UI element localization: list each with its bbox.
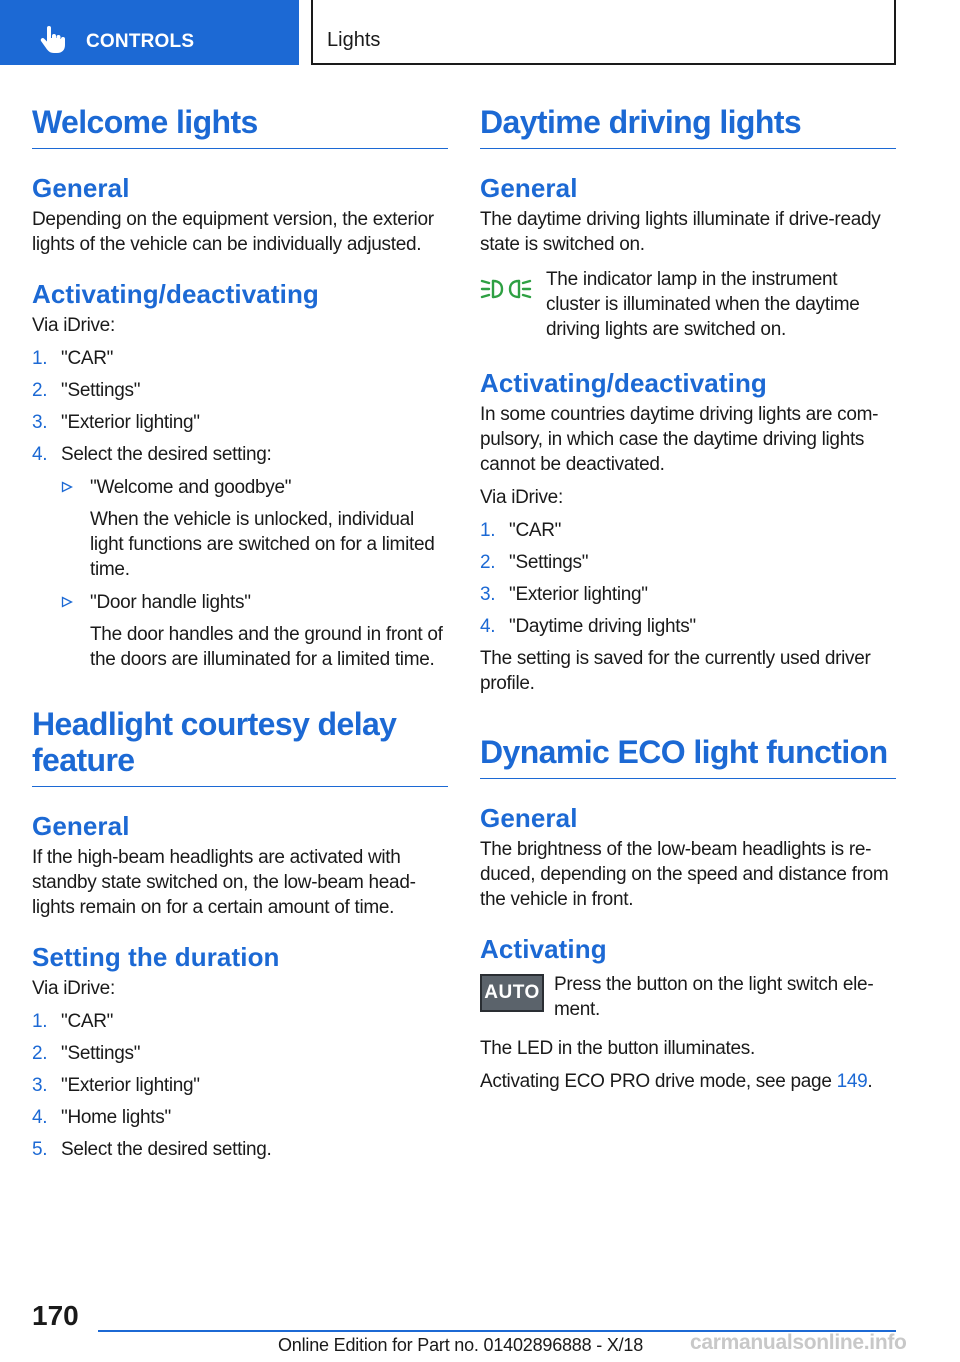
list-item: 4. Select the desired setting: "Welcome and goodbye" When the vehicle is unlocked, individual light functions are switched on for a limited time. "Door handle lights" The door handles and the ground in front of the doors are illuminated for a limited time. [32,442,448,672]
edition-text: Online Edition for Part no. 01402896888 - X/18 [278,1335,644,1355]
press-button-text: Press the button on the light switch element. [554,974,874,1020]
welcome-settings-list [61,475,448,672]
list-item: 3. "Exterior lighting" [32,1075,200,1096]
chapter-box [311,0,896,65]
courtesy-general-heading: General [32,811,130,841]
auto-button-icon: AUTO [480,974,544,1012]
welcome-via-idrive: Via iDrive: [32,315,115,336]
daytime-activating-text: In some countries daytime driving lights are compulsory, in which case the daytime driving lights cannot be deactivated. [480,404,879,475]
triangle-bullet-icon [61,481,73,493]
daytime-indicator-row [480,267,896,342]
page-number: 170 [32,1300,79,1331]
auto-button-row [480,972,896,1022]
duration-heading: Setting the duration [32,942,280,972]
triangle-bullet-icon [61,596,73,608]
duration-via-idrive: Via iDrive: [32,978,115,999]
daytime-steps [480,518,896,639]
led-text: The LED in the button illuminates. [480,1038,755,1059]
left-column [32,100,448,1169]
eco-general-text: The brightness of the low-beam headlights is reduced, depending on the speed and distance from the vehicle in front. [480,839,889,910]
list-item: 4. "Home lights" [32,1107,171,1128]
daytime-activating-heading: Activating/deactivating [480,368,767,398]
daytime-general-heading: General [480,173,578,203]
page-link[interactable]: 149 [836,1071,868,1092]
hand-pointer-icon [40,26,66,54]
list-item: 4. "Daytime driving lights" [480,616,696,637]
welcome-general-text: Depending on the equipment version, the exterior lights of the vehicle can be individually adjusted. [32,209,434,255]
courtesy-delay-title: Headlight courtesy delay feature [32,706,448,787]
daytime-saved-text: The setting is saved for the currently used driver profile. [480,648,871,694]
list-item: 1. "CAR" [32,1011,114,1032]
eco-general-heading: General [480,803,578,833]
list-item: 3. "Exterior lighting" [480,584,648,605]
ecopro-text: Activating ECO PRO drive mode, see page 149. [480,1071,873,1092]
list-item: 5. Select the desired setting. [32,1139,272,1160]
welcome-general-heading: General [32,173,130,203]
watermark: carmanualsonline.info [690,1331,907,1354]
list-item: 2. "Settings" [32,380,141,401]
list-item: 3. "Exterior lighting" [32,412,200,433]
eco-activating-heading: Activating [480,934,607,964]
section-tab [0,0,299,65]
welcome-steps [32,346,448,672]
daytime-general-text: The daytime driving lights illuminate if drive-ready state is switched on. [480,209,881,255]
list-item: 2. "Settings" [480,552,589,573]
right-column [480,100,896,1094]
daytime-via-idrive: Via iDrive: [480,487,563,508]
chapter-label: Lights [327,29,381,51]
daytime-lights-indicator-icon [480,277,532,301]
courtesy-general-text: If the high-beam headlights are activated with standby state switched on, the low-beam headlights remain on for a certain amount of time. [32,847,416,918]
welcome-activating-heading: Activating/deactivating [32,279,319,309]
daytime-lights-title: Daytime driving lights [480,104,896,149]
eco-light-title: Dynamic ECO light function [480,734,896,779]
list-item: 1. "CAR" [32,348,114,369]
list-item: "Welcome and goodbye" When the vehicle is unlocked, individual light functions are switched on for a limited time. [61,475,448,582]
list-item: 2. "Settings" [32,1043,141,1064]
list-item: 1. "CAR" [480,520,562,541]
section-label: CONTROLS [86,31,195,52]
duration-steps [32,1009,448,1162]
list-item: "Door handle lights" The door handles and the ground in front of the doors are illuminated for a limited time. [61,590,448,672]
welcome-lights-title: Welcome lights [32,104,448,149]
indicator-lamp-text: The indicator lamp in the instrument cluster is illuminated when the daytime driving lights are switched on. [546,269,860,340]
